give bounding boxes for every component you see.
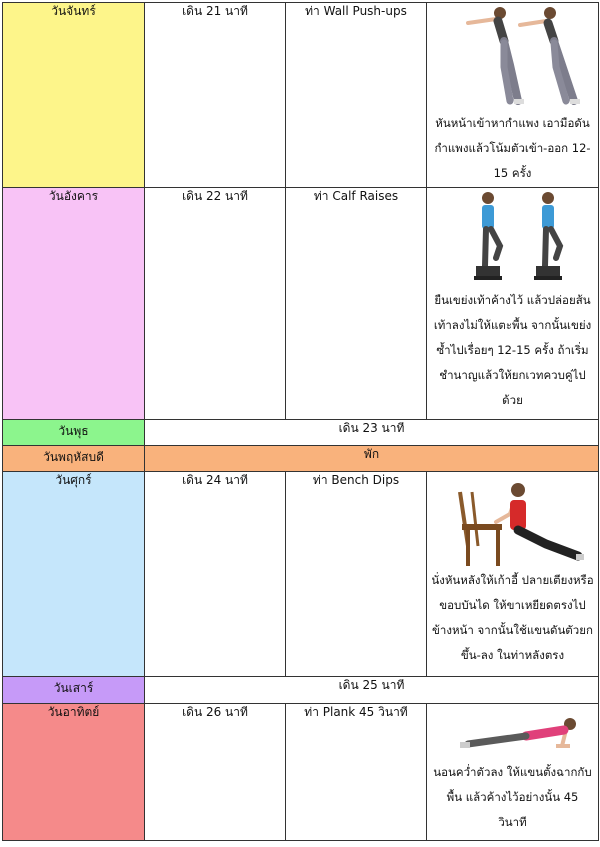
- walk-duration: เดิน 23 นาที: [145, 420, 599, 446]
- walk-duration: เดิน 25 นาที: [145, 677, 599, 704]
- rest-day-label: พัก: [145, 446, 599, 472]
- exercise-description: หันหน้าเข้าหากำแพง เอามือดันกำแพงแล้วโน้มตัวเข้า-ออก 12-15 ครั้ง: [434, 116, 591, 180]
- table-row: [3, 446, 599, 472]
- exercise-detail-cell: [427, 3, 599, 188]
- table-row: [3, 420, 599, 446]
- table-row: [3, 188, 599, 420]
- plank-illustration: [438, 704, 588, 760]
- walk-duration: เดิน 24 นาที: [145, 472, 286, 677]
- day-label-monday: วันจันทร์: [3, 3, 145, 188]
- exercise-detail-cell: [427, 704, 599, 841]
- day-label-wednesday: วันพุธ: [3, 420, 145, 446]
- walk-duration: เดิน 21 นาที: [145, 3, 286, 188]
- exercise-name: ท่า Wall Push-ups: [286, 3, 427, 188]
- calf-raise-illustration: [438, 188, 588, 288]
- walk-duration: เดิน 26 นาที: [145, 704, 286, 841]
- day-label-thursday: วันพฤหัสบดี: [3, 446, 145, 472]
- exercise-description: ยืนเขย่งเท้าค้างไว้ แล้วปล่อยส้นเท้าลงไม่ให้แตะพื้น จากนั้นเขย่งซ้ำไปเรื่อยๆ 12-15 ครั้ง ถ้าเริ่มชำนาญแล้วให้ยกเวทควบคู่ไปด้วย: [433, 293, 592, 407]
- table-row: [3, 472, 599, 677]
- exercise-description: นั่งหันหลังให้เก้าอี้ ปลายเตียงหรือขอบบันได ให้ขาเหยียดตรงไปข้างหน้า จากนั้นใช้แขนดันตัวยกขึ้น-ลง ในท่าหลังตรง: [431, 573, 594, 662]
- day-label-saturday: วันเสาร์: [3, 677, 145, 704]
- exercise-detail-cell: [427, 188, 599, 420]
- exercise-name: ท่า Calf Raises: [286, 188, 427, 420]
- day-label-friday: วันศุกร์: [3, 472, 145, 677]
- day-label-tuesday: วันอังคาร: [3, 188, 145, 420]
- exercise-name: ท่า Bench Dips: [286, 472, 427, 677]
- exercise-description: นอนคว่ำตัวลง ให้แขนตั้งฉากกับพื้น แล้วค้างไว้อย่างนั้น 45 วินาที: [433, 765, 592, 829]
- table-row: [3, 677, 599, 704]
- bench-dips-illustration: [438, 472, 588, 568]
- wall-pushup-illustration: [438, 3, 588, 111]
- weekly-exercise-table: [2, 2, 599, 841]
- table-row: [3, 3, 599, 188]
- exercise-detail-cell: [427, 472, 599, 677]
- table-row: [3, 704, 599, 841]
- walk-duration: เดิน 22 นาที: [145, 188, 286, 420]
- day-label-sunday: วันอาทิตย์: [3, 704, 145, 841]
- exercise-name: ท่า Plank 45 วินาที: [286, 704, 427, 841]
